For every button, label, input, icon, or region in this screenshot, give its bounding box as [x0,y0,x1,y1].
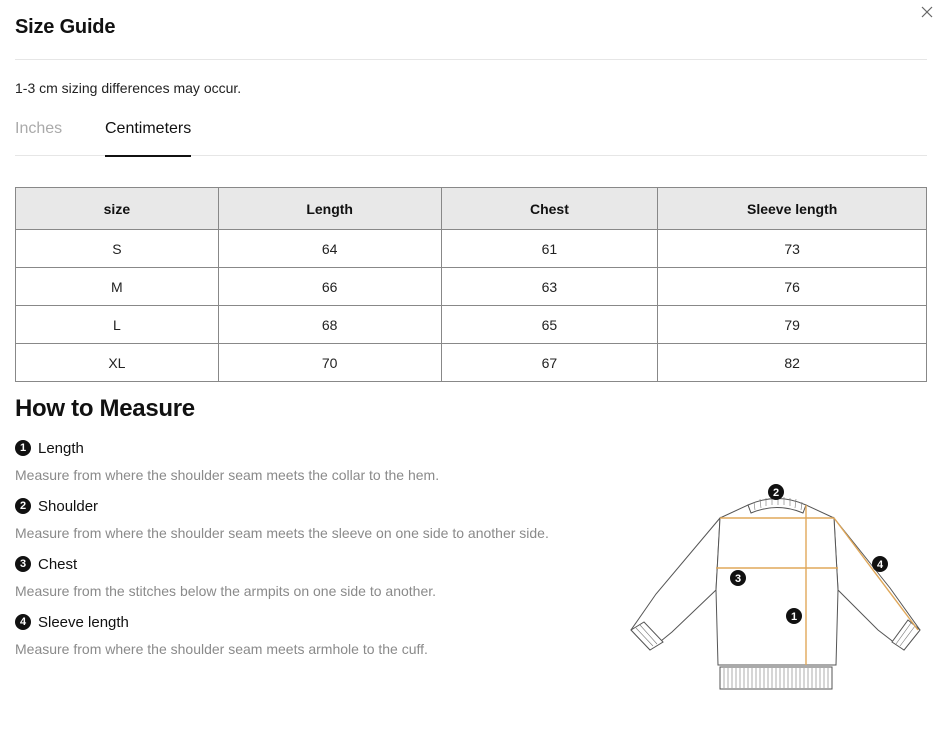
step-number-badge: 4 [15,614,31,630]
table-cell: M [16,268,219,306]
column-header-sleeve-length: Sleeve length [658,188,927,230]
divider [15,59,927,60]
svg-text:4: 4 [876,559,884,571]
measure-step-length [15,438,439,483]
step-description: Measure from where the shoulder seam meets the collar to the hem. [15,467,440,483]
svg-text:2: 2 [772,487,780,499]
tab-centimeters[interactable]: Centimeters [105,120,191,156]
step-number-badge: 2 [15,498,31,514]
tab-inches[interactable]: Inches [15,120,63,137]
size-table [15,187,927,382]
step-description: Measure from where the shoulder seam meets the sleeve on one side to another side. [15,525,549,541]
column-header-length: Length [218,188,441,230]
table-header-row [16,188,927,230]
sizing-note: 1-3 cm sizing differences may occur. [15,80,242,96]
table-row [16,344,927,382]
column-header-chest: Chest [441,188,658,230]
measure-step-chest [15,554,436,599]
step-label: Sleeve length [38,613,129,631]
modal-title: Size Guide [15,16,116,38]
table-cell: 67 [441,344,658,382]
table-cell: 61 [441,230,658,268]
table-cell: 70 [218,344,441,382]
how-to-measure-title: How to Measure [15,395,195,422]
step-number-badge: 1 [15,440,31,456]
table-cell: 64 [218,230,441,268]
step-description: Measure from the stitches below the armpits on one side to another. [15,583,437,599]
step-label: Shoulder [38,497,99,515]
table-cell: 63 [441,268,658,306]
table-cell: 73 [658,230,927,268]
table-cell: S [16,230,219,268]
table-cell: 76 [658,268,927,306]
unit-tabs [15,112,927,156]
table-cell: XL [16,344,219,382]
table-cell: 65 [441,306,658,344]
table-cell: L [16,306,219,344]
step-label: Length [38,439,84,457]
close-icon [917,2,937,22]
table-cell: 82 [658,344,927,382]
table-cell: 66 [218,268,441,306]
step-description: Measure from where the shoulder seam meets armhole to the cuff. [15,641,428,657]
table-row [16,306,927,344]
table-cell: 79 [658,306,927,344]
measure-step-sleeve [15,612,428,657]
table-row [16,230,927,268]
table-cell: 68 [218,306,441,344]
close-button[interactable] [917,2,937,22]
svg-text:3: 3 [734,573,742,585]
step-label: Chest [38,555,78,573]
table-row [16,268,927,306]
step-number-badge: 3 [15,556,31,572]
column-header-size: size [16,188,219,230]
measure-step-shoulder [15,496,549,541]
svg-text:1: 1 [790,611,798,623]
sweater-diagram-icon [628,480,926,694]
